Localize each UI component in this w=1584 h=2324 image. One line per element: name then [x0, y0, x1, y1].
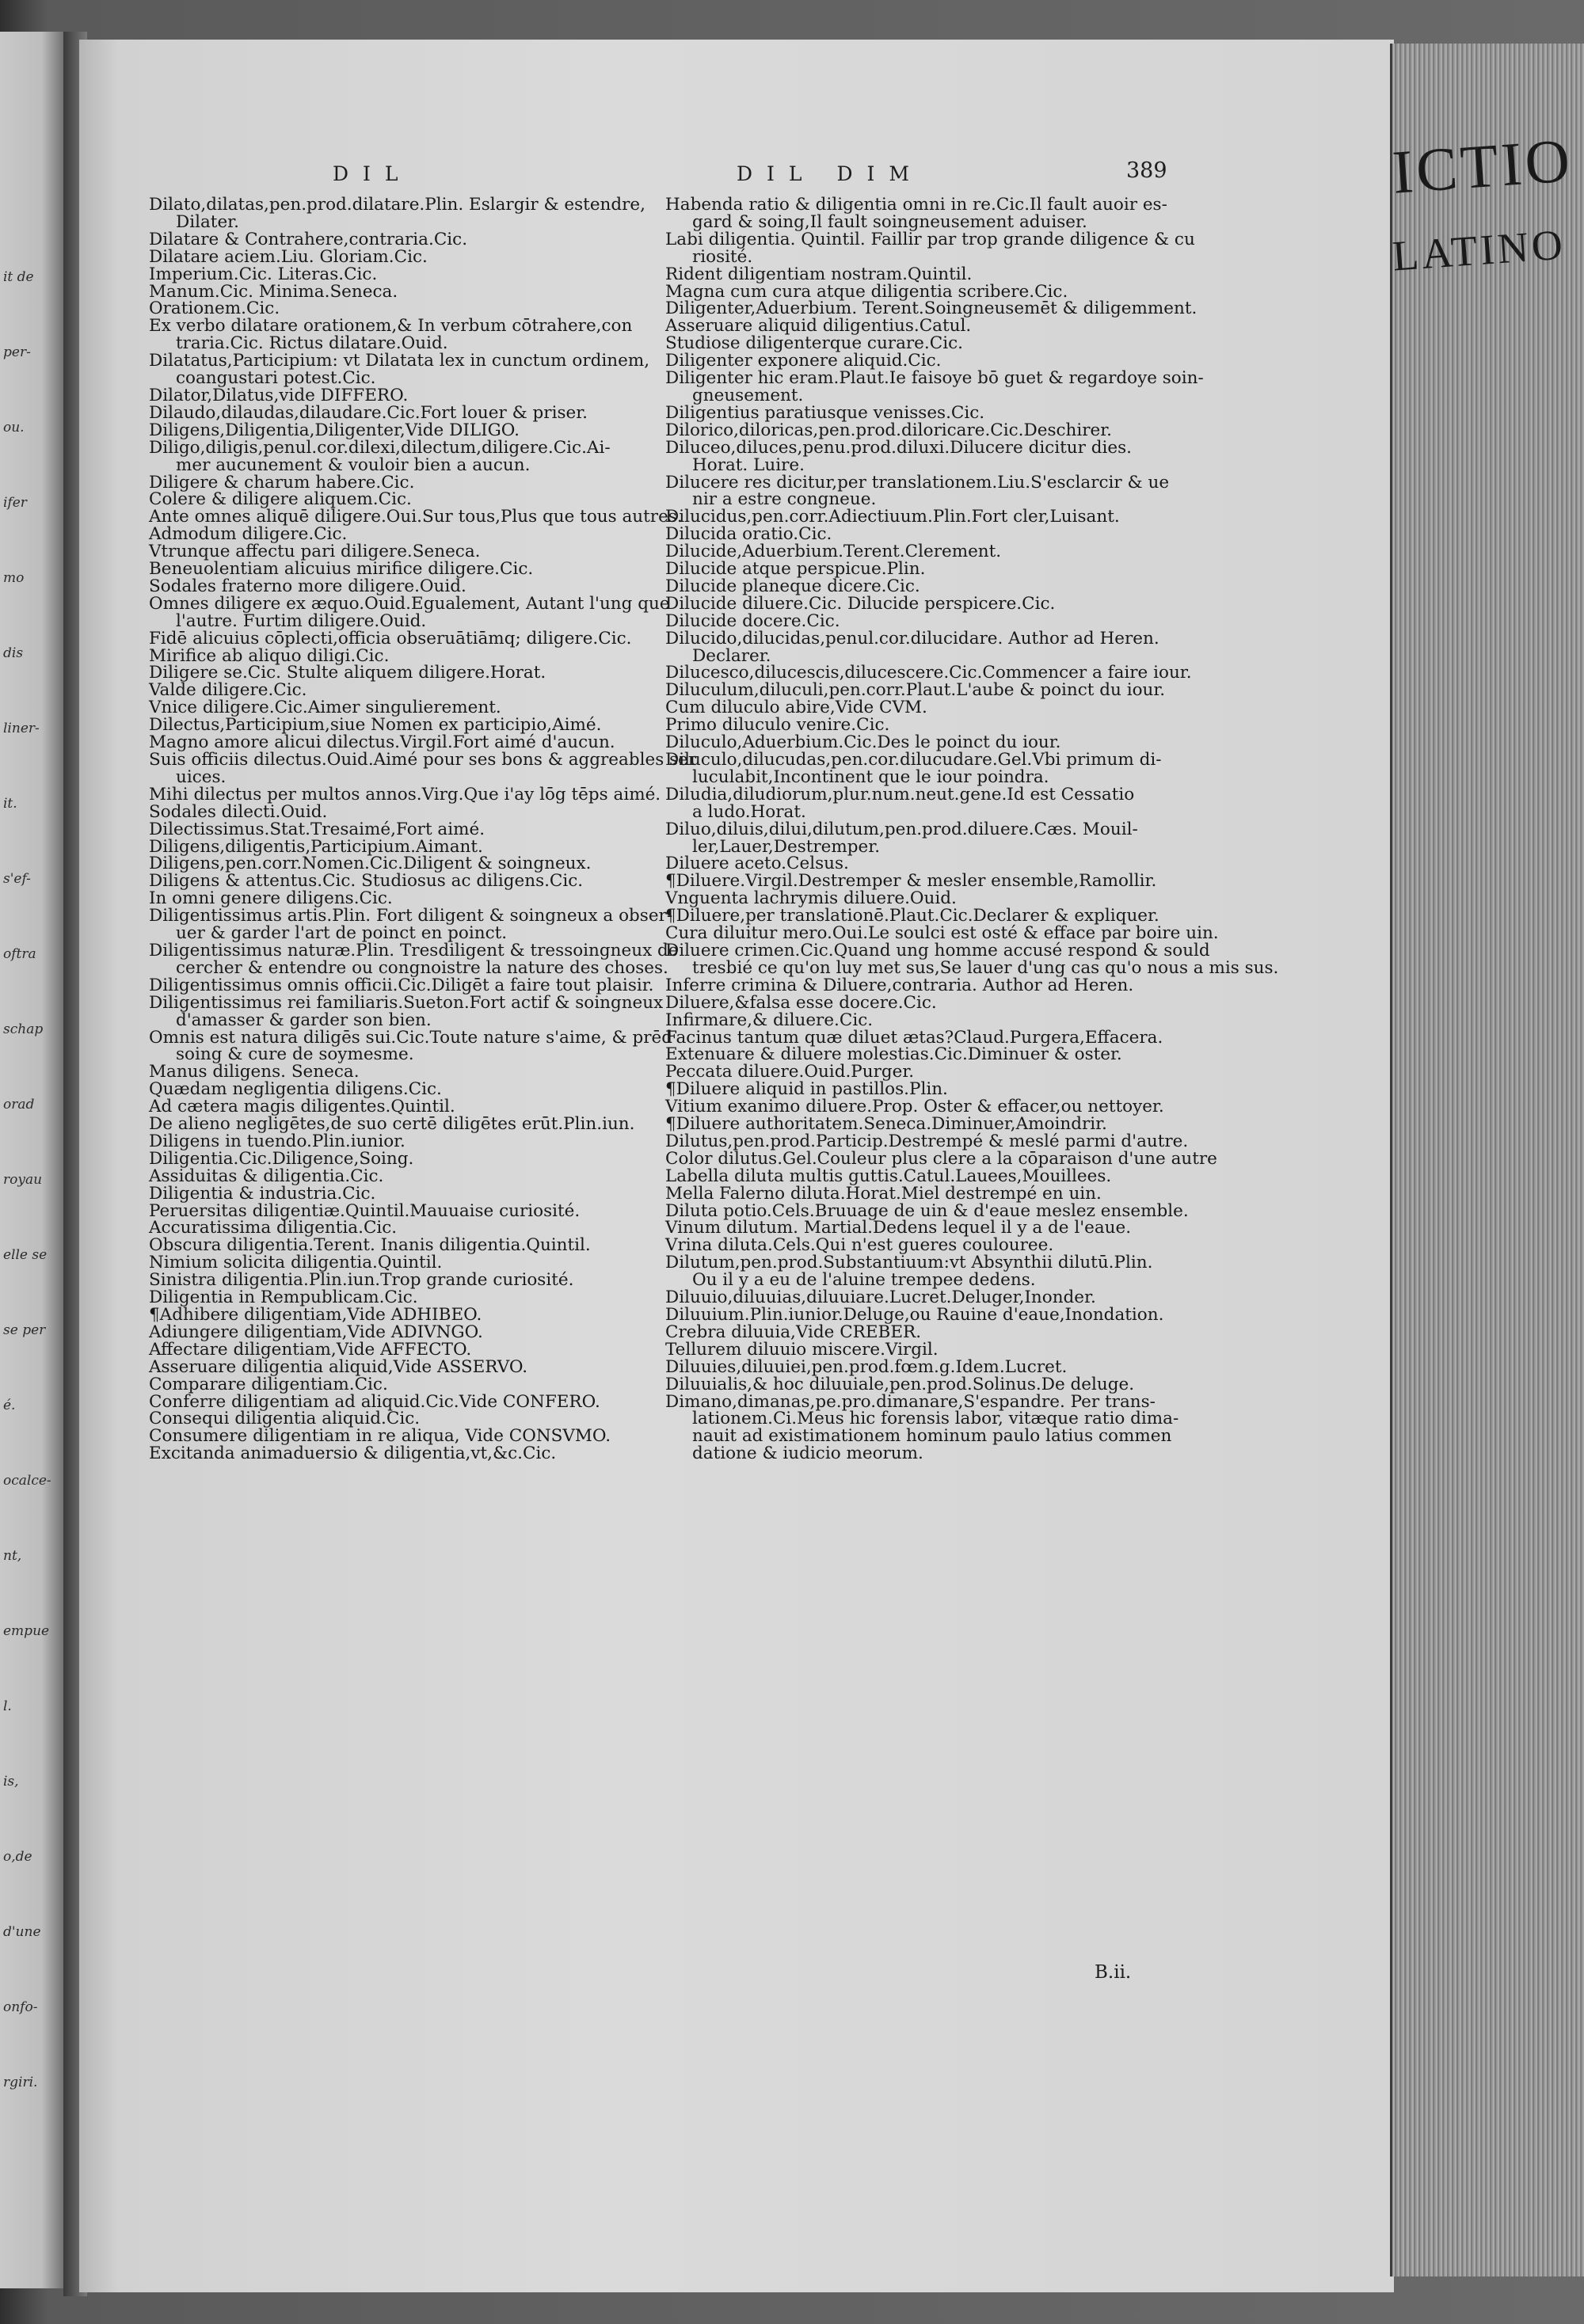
entry-line: Rident diligentiam nostram.Quintil. [665, 264, 973, 284]
entry-line: Dilucide atque perspicue.Plin. [665, 559, 926, 580]
entry-line: Infirmare,& diluere.Cic. [665, 1010, 874, 1030]
entry-line: Diluculo,dilucudas,pen.cor.dilucudare.Gel.Vbi primum di- [665, 750, 1162, 770]
entry-line: Declarer. [692, 645, 771, 666]
facing-page-fragment: rgiri. [3, 2075, 38, 2090]
facing-page-fragment: oftra [3, 946, 36, 962]
entry-line: Diluceo,diluces,penu.prod.diluxi.Dilucere dicitur dies. [665, 437, 1132, 458]
facing-page-edge [0, 32, 70, 2288]
entry-line: Diluuialis,& hoc diluuiale,pen.prod.Solinus.De deluge. [665, 1374, 1135, 1394]
entry-line: nauit ad existimationem hominum paulo latius commen [692, 1426, 1172, 1447]
entry-line: Colere & diligere aliquem.Cic. [149, 489, 412, 510]
entry-line: riosité. [692, 246, 753, 267]
entry-line: Consequi diligentia aliquid.Cic. [149, 1409, 421, 1429]
entry-line: Diligentius paratiusque venisses.Cic. [665, 402, 985, 423]
entry-line: Nimium solicita diligentia.Quintil. [149, 1253, 443, 1273]
entry-line: traria.Cic. Rictus dilatare.Ouid. [176, 333, 448, 354]
entry-line: Assiduitas & diligentia.Cic. [149, 1166, 384, 1186]
entry-line: Dilucido,dilucidas,penul.cor.dilucidare. Author ad Heren. [665, 628, 1159, 649]
entry-line: Dimano,dimanas,pe.pro.dimanare,S'espandre. Per trans- [665, 1391, 1156, 1412]
entry-line: tresbié ce qu'on luy met sus,Se lauer d'ung cas qu'o nous a mis sus. [692, 957, 1279, 978]
facing-page-fragment: é. [3, 1398, 16, 1413]
entry-line: Crebra diluuia,Vide CREBER. [665, 1322, 922, 1342]
entry-line: Mirifice ab aliquo diligi.Cic. [149, 645, 390, 666]
entry-line: ler,Lauer,Destremper. [692, 836, 881, 857]
entry-line: Magno amore alicui dilectus.Virgil.Fort aimé d'aucun. [149, 732, 615, 753]
entry-line: Dilectissimus.Stat.Tresaimé,Fort aimé. [149, 819, 485, 839]
entry-line: Dilucesco,dilucescis,dilucescere.Cic.Commencer a faire iour. [665, 663, 1192, 683]
entry-line: Mihi dilectus per multos annos.Virg.Que i'ay lōg tēps aimé. [149, 784, 661, 804]
entry-line: Cura diluitur mero.Oui.Le soulci est osté & efface par boire uin. [665, 923, 1219, 944]
entry-line: ¶Adhibere diligentiam,Vide ADHIBEO. [149, 1305, 482, 1325]
entry-line: nir a estre congneue. [692, 489, 877, 510]
entry-line: Diligentia.Cic.Diligence,Soing. [149, 1148, 414, 1169]
entry-line: Quædam negligentia diligens.Cic. [149, 1079, 442, 1100]
entry-line: Cum diluculo abire,Vide CVM. [665, 698, 927, 718]
entry-line: Conferre diligentiam ad aliquid.Cic.Vide CONFERO. [149, 1391, 600, 1412]
left-column [149, 196, 719, 1462]
facing-page-fragment: is, [3, 1774, 19, 1790]
entry-line: Diligentissimus artis.Plin. Fort diligent & soingneux a obser- [149, 906, 673, 926]
entry-line: Dilucide planeque dicere.Cic. [665, 576, 920, 596]
entry-line: Consumere diligentiam in re aliqua, Vide CONSVMO. [149, 1426, 611, 1447]
entry-line: De alieno negligētes,de suo certē diligētes erūt.Plin.iun. [149, 1114, 635, 1135]
entry-line: datione & iudicio meorum. [692, 1443, 923, 1464]
entry-line: Dilatatus,Participium: vt Dilatata lex in cunctum ordinem, [149, 351, 650, 371]
entry-line: Comparare diligentiam.Cic. [149, 1374, 388, 1394]
running-head-left: DIL [333, 162, 413, 185]
entry-line: Excitanda animaduersio & diligentia,vt,&c.Cic. [149, 1443, 557, 1464]
entry-line: Diligens,diligentis,Participium.Aimant. [149, 836, 483, 857]
entry-line: Diluculum,diluculi,pen.corr.Plaut.L'aube & poinct du iour. [665, 680, 1166, 701]
entry-line: Dilator,Dilatus,vide DIFFERO. [149, 385, 409, 405]
entry-line: Diluo,diluis,dilui,dilutum,pen.prod.diluere.Cæs. Mouil- [665, 819, 1138, 839]
entry-line: Diluere aceto.Celsus. [665, 854, 849, 874]
entry-line: Diligentia & industria.Cic. [149, 1183, 376, 1204]
entry-line: Omnes diligere ex æquo.Ouid.Egualement, Autant l'ung que [149, 593, 670, 614]
entry-line: a ludo.Horat. [692, 801, 806, 822]
entry-line: Dilucide diluere.Cic. Dilucide perspicere.Cic. [665, 593, 1056, 614]
entry-line: Studiose diligenterque curare.Cic. [665, 333, 963, 354]
entry-line: Diluuio,diluuias,diluuiare.Lucret.Deluger,Inonder. [665, 1288, 1096, 1308]
facing-page-fragment: per- [3, 344, 31, 360]
entry-line: Magna cum cura atque diligentia scribere.Cic. [665, 281, 1068, 302]
entry-line: Dilatare & Contrahere,contraria.Cic. [149, 229, 468, 249]
facing-page-fragment: schap [3, 1021, 44, 1037]
entry-line: Diligentissimus omnis officii.Cic.Diligēt a faire tout plaisir. [149, 975, 654, 995]
entry-line: Tellurem diluuio miscere.Virgil. [665, 1339, 939, 1360]
entry-line: Sodales fraterno more diligere.Ouid. [149, 576, 466, 596]
entry-line: ¶Diluere aliquid in pastillos.Plin. [665, 1079, 948, 1100]
entry-line: Diluere crimen.Cic.Quand ung homme accusé respond & sould [665, 940, 1210, 960]
entry-line: Dilaudo,dilaudas,dilaudare.Cic.Fort louer & priser. [149, 402, 588, 423]
entry-line: Adiungere diligentiam,Vide ADIVNGO. [149, 1322, 483, 1342]
entry-line: Diligere se.Cic. Stulte aliquem diligere.Horat. [149, 663, 546, 683]
entry-line: mer aucunement & vouloir bien a aucun. [176, 455, 531, 475]
entry-line: Diligentissimus rei familiaris.Sueton.Fort actif & soingneux [149, 992, 664, 1013]
entry-line: Dilucere res dicitur,per translationem.Liu.S'esclarcir & ue [665, 472, 1170, 493]
entry-line: gard & soing,Il fault soingneusement aduiser. [692, 211, 1087, 232]
entry-line: Dilucida oratio.Cic. [665, 524, 832, 545]
entry-line: Color dilutus.Gel.Couleur plus clere a la cōparaison d'une autre [665, 1148, 1217, 1169]
facing-page-fragment: d'une [3, 1924, 41, 1940]
entry-line: Dilucide docere.Cic. [665, 610, 840, 631]
entry-line: Diligens,pen.corr.Nomen.Cic.Diligent & soingneux. [149, 854, 592, 874]
facing-page-fragment: empue [3, 1623, 50, 1639]
entry-line: Diligenter hic eram.Plaut.Ie faisoye bō guet & regardoye soin- [665, 368, 1204, 389]
entry-line: Horat. Luire. [692, 455, 805, 475]
entry-line: ¶Diluere authoritatem.Seneca.Diminuer,Amoindrir. [665, 1114, 1107, 1135]
entry-line: Diluere,&falsa esse docere.Cic. [665, 992, 937, 1013]
entry-line: Vnguenta lachrymis diluere.Ouid. [665, 888, 957, 909]
entry-line: Ou il y a eu de l'aluine trempee dedens. [692, 1270, 1036, 1291]
entry-line: ¶Diluere,per translationē.Plaut.Cic.Declarer & expliquer. [665, 906, 1159, 926]
entry-line: Dilato,dilatas,pen.prod.dilatare.Plin. Eslargir & estendre, [149, 195, 645, 215]
facing-page-fragment: mo [3, 570, 25, 586]
page-number: 389 [1126, 158, 1167, 183]
entry-line: Sinistra diligentia.Plin.iun.Trop grande curiosité. [149, 1270, 574, 1291]
entry-line: uer & garder l'art de poinct en poinct. [176, 923, 508, 944]
entry-line: Orationem.Cic. [149, 299, 280, 319]
facing-page-fragment: nt, [3, 1548, 22, 1564]
facing-page-fragment: elle se [3, 1247, 48, 1263]
entry-line: Extenuare & diluere molestias.Cic.Diminuer & oster. [665, 1044, 1122, 1065]
entry-line: Inferre crimina & Diluere,contraria. Author ad Heren. [665, 975, 1134, 995]
entry-line: Diligentia in Rempublicam.Cic. [149, 1288, 418, 1308]
entry-line: Peccata diluere.Ouid.Purger. [665, 1062, 915, 1082]
entry-line: Vrina diluta.Cels.Qui n'est gueres coulouree. [665, 1235, 1054, 1256]
entry-line: Dilucidus,pen.corr.Adiectiuum.Plin.Fort cler,Luisant. [665, 507, 1120, 527]
entry-line: Affectare diligentiam,Vide AFFECTO. [149, 1339, 472, 1360]
entry-line: Mella Falerno diluta.Horat.Miel destrempé en uin. [665, 1183, 1102, 1204]
entry-line: Diligens in tuendo.Plin.iunior. [149, 1131, 406, 1151]
entry-line: Accuratissima diligentia.Cic. [149, 1218, 398, 1238]
entry-line: Diluculo,Aduerbium.Cic.Des le poinct du iour. [665, 732, 1061, 753]
facing-page-fragment: ocalce- [3, 1473, 51, 1489]
entry-line: Dilutus,pen.prod.Particip.Destrempé & meslé parmi d'autre. [665, 1131, 1189, 1151]
entry-line: Vtrunque affectu pari diligere.Seneca. [149, 542, 481, 562]
entry-line: Diluta potio.Cels.Bruuage de uin & d'eaue meslez ensemble. [665, 1200, 1189, 1221]
entry-line: Asseruare aliquid diligentius.Catul. [665, 316, 972, 337]
entry-line: Fidē alicuius cōplecti,officia obseruātiāmq; diligere.Cic. [149, 628, 632, 649]
entry-line: Facinus tantum quæ diluet ætas?Claud.Purgera,Effacera. [665, 1027, 1163, 1048]
entry-line: Omnis est natura diligēs sui.Cic.Toute nature s'aime, & prēd [149, 1027, 673, 1048]
entry-line: Beneuolentiam alicuius mirifice diligere.Cic. [149, 559, 534, 580]
entry-line: Diligens & attentus.Cic. Studiosus ac diligens.Cic. [149, 871, 584, 892]
entry-line: l'autre. Furtim diligere.Ouid. [176, 610, 427, 631]
entry-line: uices. [176, 766, 227, 787]
entry-line: Valde diligere.Cic. [149, 680, 307, 701]
entry-line: Asseruare diligentia aliquid,Vide ASSERVO. [149, 1356, 528, 1377]
entry-line: Primo diluculo venire.Cic. [665, 715, 890, 736]
facing-page-fragment: liner- [3, 721, 40, 736]
entry-line: Obscura diligentia.Terent. Inanis diligentia.Quintil. [149, 1235, 591, 1256]
entry-line: Diligens,Diligentia,Diligenter,Vide DILIGO. [149, 420, 520, 440]
entry-line: gneusement. [692, 385, 804, 405]
facing-page-fragment: ifer [3, 495, 27, 511]
book-page [79, 40, 1394, 2292]
entry-line: Peruersitas diligentiæ.Quintil.Mauuaise curiosité. [149, 1200, 581, 1221]
entry-line: Habenda ratio & diligentia omni in re.Cic.Il fault auoir es- [665, 195, 1167, 215]
entry-line: Dilucide,Aduerbium.Terent.Clerement. [665, 542, 1002, 562]
entry-line: Diludia,diludiorum,plur.num.neut.gene.Id est Cessatio [665, 784, 1135, 804]
signature-mark: B.ii. [1095, 1962, 1132, 1983]
facing-page-fragment: royau [3, 1172, 43, 1188]
right-column [665, 195, 1279, 1464]
entry-line: In omni genere diligens.Cic. [149, 888, 393, 909]
entry-line: Vinum dilutum. Martial.Dedens lequel il y a de l'eaue. [665, 1218, 1132, 1238]
entry-line: lationem.Ci.Meus hic forensis labor, vitæque ratio dima- [692, 1409, 1179, 1429]
entry-line: cercher & entendre ou congnoistre la nature des choses. [176, 957, 668, 978]
facing-page-fragment: it de [3, 269, 34, 285]
entry-line: Ex verbo dilatare orationem,& In verbum cōtrahere,con [149, 316, 633, 337]
entry-line: Admodum diligere.Cic. [149, 524, 348, 545]
entry-line: Vnice diligere.Cic.Aimer singulierement. [149, 698, 501, 718]
facing-page-fragment: se per [3, 1322, 46, 1338]
entry-line: d'amasser & garder son bien. [176, 1010, 432, 1030]
facing-page-fragment: dis [3, 645, 24, 661]
entry-line: soing & cure de soymesme. [176, 1044, 414, 1065]
entry-line: Dilatare aciem.Liu. Gloriam.Cic. [149, 246, 428, 267]
entry-line: Dilater. [176, 211, 239, 232]
facing-page-fragment: s'ef- [3, 871, 31, 887]
facing-page-fragment: o,de [3, 1849, 32, 1865]
edge-mark-bottom: LATINO [1391, 220, 1567, 280]
entry-line: Dilectus,Participium,siue Nomen ex participio,Aimé. [149, 715, 602, 736]
entry-line: luculabit,Incontinent que le iour poindra. [692, 766, 1049, 787]
running-head-right: DIL DIM [737, 162, 923, 185]
entry-line: Labi diligentia. Quintil. Faillir par trop grande diligence & cu [665, 229, 1195, 249]
entry-line: Diligo,diligis,penul.cor.dilexi,dilectum,diligere.Cic.Ai- [149, 437, 611, 458]
entry-line: Labella diluta multis guttis.Catul.Lauees,Mouillees. [665, 1166, 1112, 1186]
facing-page-fragment: l. [3, 1698, 12, 1714]
entry-line: Diligentissimus naturæ.Plin. Tresdiligent & tressoingneux de [149, 940, 679, 960]
entry-line: Ad cætera magis diligentes.Quintil. [149, 1097, 455, 1117]
page-edges [1390, 44, 1584, 2276]
facing-page-fragment: onfo- [3, 1999, 38, 2015]
entry-line: Diligere & charum habere.Cic. [149, 472, 415, 493]
entry-line: Dilorico,diloricas,pen.prod.diloricare.Cic.Deschirer. [665, 420, 1113, 440]
entry-line: Ante omnes aliquē diligere.Oui.Sur tous,Plus que tous autres. [149, 507, 683, 527]
entry-line: Dilutum,pen.prod.Substantiuum:vt Absynthii dilutū.Plin. [665, 1253, 1153, 1273]
entry-line: ¶Diluere.Virgil.Destremper & mesler ensemble,Ramollir. [665, 871, 1157, 892]
entry-line: Sodales dilecti.Ouid. [149, 801, 328, 822]
entry-line: Diligenter,Aduerbium. Terent.Soingneusemēt & diligemment. [665, 299, 1198, 319]
facing-page-fragment: orad [3, 1097, 35, 1113]
entry-line: Vitium exanimo diluere.Prop. Oster & effacer,ou nettoyer. [665, 1097, 1164, 1117]
entry-line: coangustari potest.Cic. [176, 368, 376, 389]
entry-line: Imperium.Cic. Literas.Cic. [149, 264, 378, 284]
entry-line: Suis officiis dilectus.Ouid.Aimé pour ses bons & aggreables ser [149, 750, 697, 770]
entry-line: Diluuium.Plin.iunior.Deluge,ou Rauine d'eaue,Inondation. [665, 1305, 1164, 1325]
facing-page-fragment: it. [3, 796, 17, 812]
entry-line: Diligenter exponere aliquid.Cic. [665, 351, 942, 371]
entry-line: Diluuies,diluuiei,pen.prod.fœm.g.Idem.Lucret. [665, 1356, 1068, 1377]
edge-mark-top: ICTIO [1390, 125, 1575, 207]
entry-line: Manus diligens. Seneca. [149, 1062, 360, 1082]
facing-page-fragment: ou. [3, 420, 25, 436]
entry-line: Manum.Cic. Minima.Seneca. [149, 281, 398, 302]
